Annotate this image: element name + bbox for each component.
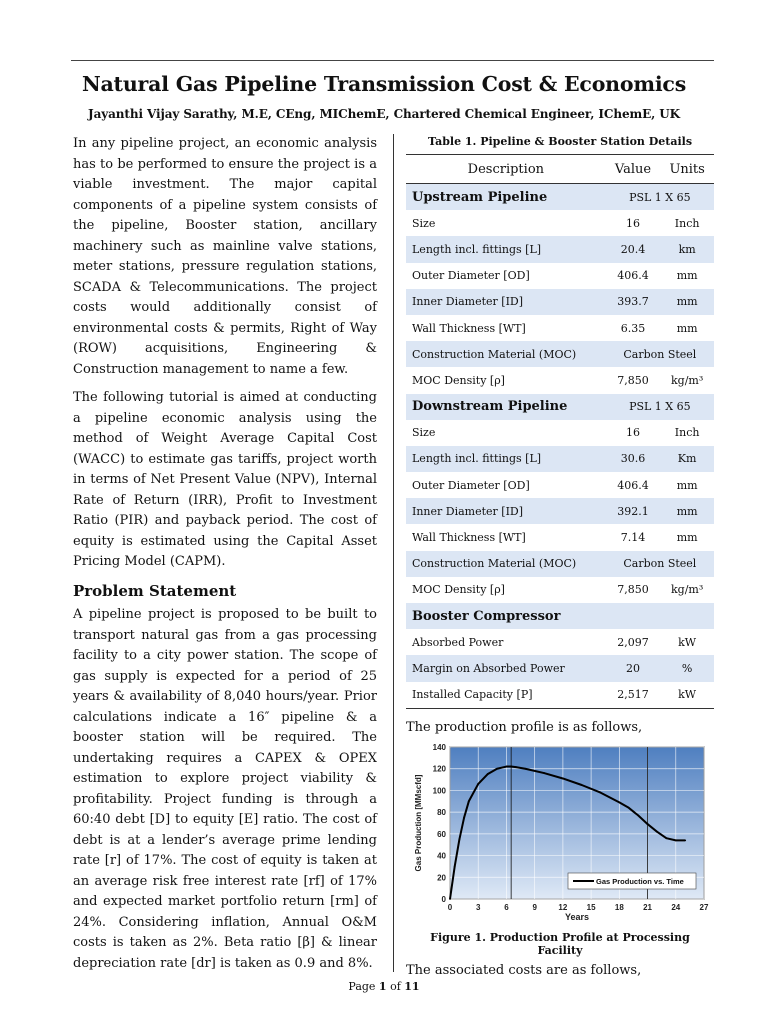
row-description: MOC Density [ρ] (412, 373, 505, 387)
x-tick-label: 6 (504, 902, 509, 912)
data-point (600, 791, 602, 793)
table-row (406, 315, 714, 341)
data-point (510, 765, 512, 767)
column-divider (393, 134, 394, 972)
x-tick-label: 27 (699, 902, 709, 912)
table-row (406, 446, 714, 472)
row-units: mm (660, 498, 714, 524)
row-value: 406.4 (617, 478, 649, 492)
row-units: mm (676, 269, 698, 283)
table-row (406, 524, 714, 550)
y-tick-label: 100 (432, 786, 446, 796)
x-tick-label: 12 (558, 902, 568, 912)
row-description: Margin on Absorbed Power (406, 655, 606, 681)
x-tick-label: 24 (671, 902, 681, 912)
row-value: 20.4 (606, 236, 661, 262)
row-description: Length incl. fittings [L] (406, 446, 606, 472)
section-spec-empty (606, 603, 714, 629)
row-value: 6.35 (620, 321, 646, 335)
table-row (406, 341, 714, 367)
row-value: 7,850 (617, 373, 649, 387)
section-spec: PSL 1 X 65 (606, 394, 714, 420)
data-point (468, 800, 470, 802)
row-units: kW (678, 635, 697, 649)
document-title: Natural Gas Pipeline Transmission Cost & Economics (81, 72, 687, 96)
legend-label: Gas Production vs. Time (596, 876, 684, 886)
right-column (406, 134, 714, 978)
production-profile-text: The production profile is as follows, (406, 719, 643, 735)
data-point (463, 816, 465, 818)
row-value: 392.1 (606, 498, 661, 524)
row-value: 2,097 (617, 635, 649, 649)
row-value: 393.7 (606, 289, 661, 315)
page-current: 1 (378, 980, 387, 993)
left-column (73, 134, 377, 982)
page-of: of (386, 980, 405, 993)
data-point (637, 814, 639, 816)
row-units: % (660, 655, 714, 681)
table-row (406, 367, 714, 393)
row-units: kg/m³ (671, 583, 704, 597)
row-description: Wall Thickness [WT] (412, 321, 526, 335)
x-tick-label: 3 (475, 902, 481, 912)
section-title: Booster Compressor (406, 603, 606, 629)
table-row (406, 263, 714, 289)
row-units: mm (676, 478, 698, 492)
row-description: Absorbed Power (412, 635, 504, 649)
row-description: Length incl. fittings [L] (406, 236, 606, 262)
row-value: Carbon Steel (606, 551, 714, 577)
data-point (581, 784, 583, 786)
y-tick-label: 40 (437, 851, 446, 861)
row-units: km (660, 236, 714, 262)
row-units: kW (660, 682, 714, 709)
data-point (454, 865, 456, 867)
row-units: Inch (674, 426, 700, 440)
row-units: mm (676, 321, 698, 335)
table-row (406, 236, 714, 262)
header-units: Units (660, 155, 714, 184)
x-tick-label: 21 (643, 902, 653, 912)
row-description: Outer Diameter [OD] (412, 269, 530, 283)
data-point (656, 831, 658, 833)
row-value: 7.14 (620, 531, 646, 545)
table-row (406, 655, 714, 681)
x-tick-label: 9 (532, 902, 537, 912)
data-point (459, 838, 461, 840)
data-point (628, 807, 630, 809)
page-prefix: Page (348, 980, 379, 993)
y-tick-label: 0 (441, 894, 446, 904)
row-description: Inner Diameter [ID] (406, 498, 606, 524)
page-number (0, 980, 768, 993)
data-point (506, 765, 508, 767)
table-header-row (406, 155, 714, 184)
data-point (515, 766, 517, 768)
table-row (406, 629, 714, 655)
data-point (477, 783, 479, 785)
section-row-upstream (406, 184, 714, 211)
row-value: 16 (625, 426, 640, 440)
y-tick-label: 120 (432, 764, 446, 774)
header-value: Value (606, 155, 661, 184)
data-point (618, 801, 620, 803)
tutorial-paragraph: The following tutorial is aimed at conducting a pipeline economic analysis using the method of Weight Average Capital Cost (WACC) to estimate gas tariffs, project worth in terms of Net Present Value (NPV), Internal Rate of Return (IRR), Profit to Investment Ratio (PIR) and payback period. The cost of equity is estimated using the Capital Asset Pricing Model (CAPM). (73, 390, 377, 569)
section-spec: PSL 1 X 65 (606, 184, 714, 211)
table-row (406, 577, 714, 603)
row-value: 16 (625, 216, 640, 230)
row-description: Size (412, 216, 436, 230)
associated-costs-text: The associated costs are as follows, (406, 962, 642, 978)
section-title: Downstream Pipeline (406, 394, 606, 420)
row-description: Construction Material (MOC) (406, 551, 606, 577)
section-row-downstream (406, 394, 714, 420)
y-axis-label: Gas Production [MMscfd] (414, 774, 423, 872)
x-axis-label: Years (564, 911, 590, 922)
problem-statement-heading: Problem Statement (73, 581, 237, 600)
intro-paragraph: In any pipeline project, an economic analysis has to be performed to ensure the project is a viable investment. The major capital components of a pipeline system consists of the pipeline, Booster station, ancillary machinery such as mainline valve stations, meter stations, pressure regulation stations, SCADA & Telecommunications. The project costs would additionally consist of environmental costs & permits, Right of Way (ROW) acquisitions, Engineering & Construction management to name a few. (73, 136, 377, 377)
table-row (406, 551, 714, 577)
section-row-booster (406, 603, 714, 629)
data-point (543, 772, 545, 774)
header-description: Description (406, 155, 606, 184)
data-point (684, 839, 686, 841)
header-rule (71, 60, 714, 61)
y-tick-label: 60 (437, 829, 446, 839)
data-point (647, 823, 649, 825)
row-units: Inch (674, 216, 700, 230)
table-row (406, 420, 714, 446)
author-line: Jayanthi Vijay Sarathy, M.E, CEng, MIChemE, Chartered Chemical Engineer, IChemE, UK (88, 107, 680, 121)
row-value: Carbon Steel (606, 341, 714, 367)
table-row (406, 472, 714, 498)
row-value: 2,517 (606, 682, 661, 709)
x-tick-label: 15 (586, 902, 596, 912)
production-chart-svg (406, 739, 714, 929)
row-value: 20 (606, 655, 661, 681)
row-value: 30.6 (606, 446, 661, 472)
y-tick-label: 140 (432, 742, 446, 752)
data-point (487, 773, 489, 775)
row-value: 406.4 (617, 269, 649, 283)
x-tick-label: 18 (614, 902, 624, 912)
row-description: Wall Thickness [WT] (412, 531, 526, 545)
figure-caption: Figure 1. Production Profile at Processing Facility (430, 930, 690, 957)
table-body (406, 184, 714, 709)
table-row (406, 498, 714, 524)
page-total: 11 (404, 980, 420, 993)
y-tick-label: 20 (437, 873, 446, 883)
data-point (675, 839, 677, 841)
data-point (665, 837, 667, 839)
data-point (562, 777, 564, 779)
problem-statement-paragraph: A pipeline project is proposed to be built to transport natural gas from a gas processing facility to a city power station. The scope of gas supply is expected for a period of 25 years & availability of 8,040 hours/year. Prior calculations indicate a 16″ pipeline & a booster station will be required. The undertaking requires a CAPEX & OPEX estimation to explore project viability & profitability. Project funding is through a 60:40 debt [D] to equity [E] ratio. The cost of debt is at a lender’s average prime lending rate [r] of 17%. The cost of equity is taken at an average risk free interest rate [rf] of 17% and expected market portfolio return [rm] of 24%. Considering inflation, Annual O&M costs is taken as 2%. Beta ratio [β] & linear depreciation rate [dr] is taken as 0.9 and 8%. (73, 607, 377, 971)
row-description: MOC Density [ρ] (412, 583, 505, 597)
table-row (406, 210, 714, 236)
row-units: Km (660, 446, 714, 472)
row-value: 7,850 (617, 583, 649, 597)
row-units: mm (660, 289, 714, 315)
data-point (496, 768, 498, 770)
row-units: kg/m³ (671, 373, 704, 387)
table-row (406, 682, 714, 709)
y-tick-label: 80 (437, 807, 446, 817)
section-title: Upstream Pipeline (406, 184, 606, 211)
row-description: Inner Diameter [ID] (406, 289, 606, 315)
table-row (406, 289, 714, 315)
table-caption: Table 1. Pipeline & Booster Station Details (427, 135, 693, 148)
row-description: Size (412, 426, 436, 440)
data-point (449, 898, 451, 900)
pipeline-details-table (406, 154, 714, 709)
data-point (524, 768, 526, 770)
row-description: Construction Material (MOC) (406, 341, 606, 367)
row-description: Outer Diameter [OD] (412, 478, 530, 492)
row-description: Installed Capacity [P] (406, 682, 606, 709)
row-units: mm (676, 531, 698, 545)
x-tick-label: 0 (447, 902, 453, 912)
production-chart (406, 739, 714, 929)
